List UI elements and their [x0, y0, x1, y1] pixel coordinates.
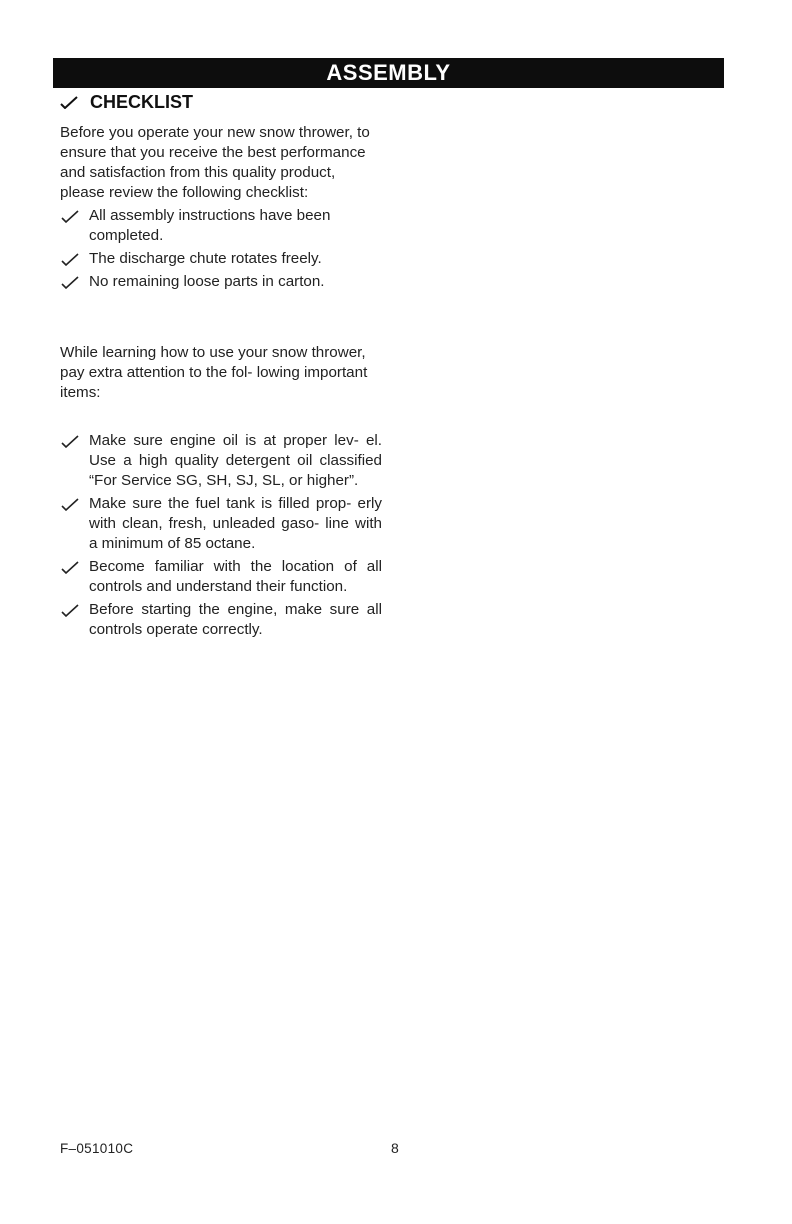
checklist-item	[60, 272, 382, 292]
important-item-text: Make sure the fuel tank is filled prop- erly with clean, fresh, unleaded gaso- line with a minimum of 85 octane.	[89, 495, 382, 552]
section-banner: ASSEMBLY	[53, 58, 724, 88]
learning-intro: While learning how to use your snow thrower, pay extra attention to the fol- lowing important items:	[60, 344, 368, 401]
learning-block	[60, 343, 382, 403]
checklist-intro-block	[60, 123, 382, 295]
checkmark-icon	[61, 253, 79, 266]
important-items-list	[60, 431, 382, 640]
checkmark-icon	[60, 96, 78, 109]
important-item	[60, 431, 382, 491]
checklist-intro: Before you operate your new snow thrower, to ensure that you receive the best performance and satisfaction from this quality product, please review the following checklist:	[60, 124, 370, 201]
important-items-block	[60, 431, 382, 643]
checkmark-icon	[61, 276, 79, 289]
important-item-text: Before starting the engine, make sure all controls operate correctly.	[89, 601, 382, 638]
important-item	[60, 494, 382, 554]
checklist-item	[60, 249, 382, 269]
important-item-text: Make sure engine oil is at proper lev- el. Use a high quality detergent oil classified “For Service SG, SH, SJ, SL, or higher”.	[89, 432, 382, 489]
checklist-list	[60, 206, 382, 292]
document-code: F–051010C	[60, 1141, 134, 1156]
checkmark-icon	[61, 561, 79, 574]
checklist-item-text: The discharge chute rotates freely.	[89, 250, 322, 267]
checklist-heading	[60, 92, 193, 113]
important-item	[60, 600, 382, 640]
checkmark-icon	[61, 498, 79, 511]
checklist-item	[60, 206, 382, 246]
page-number: 8	[391, 1140, 399, 1156]
checklist-heading-text: CHECKLIST	[90, 92, 193, 112]
checkmark-icon	[61, 604, 79, 617]
checkmark-icon	[61, 210, 79, 223]
checklist-item-text: All assembly instructions have been completed.	[89, 207, 331, 244]
checkmark-icon	[61, 435, 79, 448]
important-item-text: Become familiar with the location of all controls and understand their function.	[89, 558, 382, 595]
important-item	[60, 557, 382, 597]
checklist-item-text: No remaining loose parts in carton.	[89, 273, 325, 290]
